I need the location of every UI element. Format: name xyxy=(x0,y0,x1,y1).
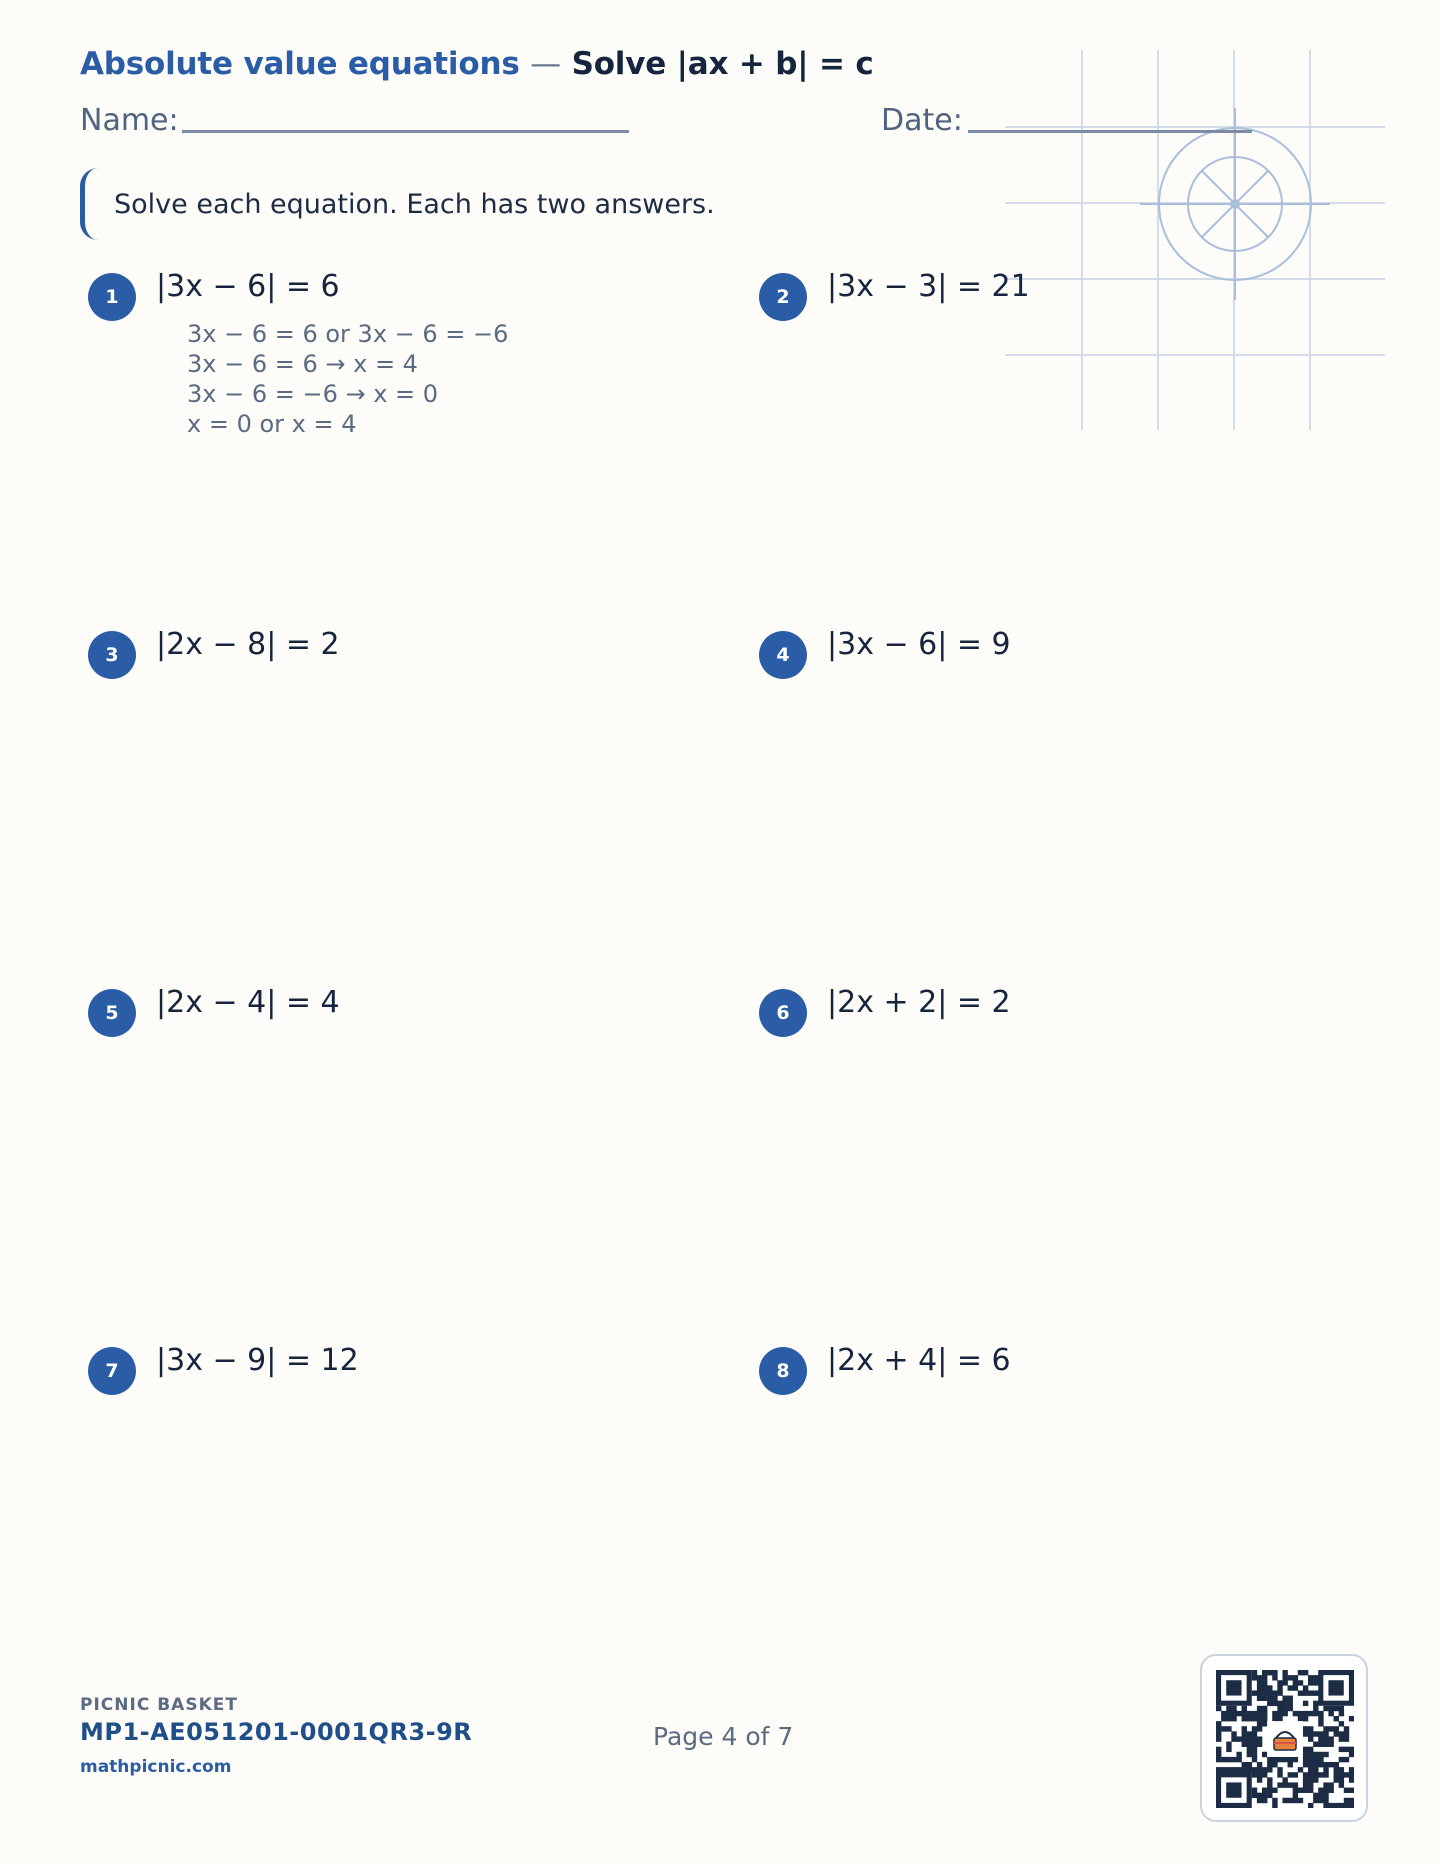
problem-equation: |2x + 4| = 6 xyxy=(827,1343,1011,1378)
instructions-text: Solve each equation. Each has two answers. xyxy=(114,188,715,220)
problem-number-badge: 6 xyxy=(759,989,807,1037)
instructions-box xyxy=(80,168,780,240)
problem-number-badge: 3 xyxy=(88,631,136,679)
problem-number-badge: 2 xyxy=(759,273,807,321)
picnic-basket-icon xyxy=(1267,1721,1303,1757)
problem-equation: |2x + 2| = 2 xyxy=(827,985,1011,1020)
problem-equation: |3x − 3| = 21 xyxy=(827,269,1030,304)
qr-code-icon xyxy=(1216,1670,1354,1808)
title-separator: — xyxy=(530,46,561,82)
work-line: 3x − 6 = −6 → x = 0 xyxy=(187,380,439,408)
title-topic: Absolute value equations xyxy=(80,46,520,82)
name-line[interactable] xyxy=(182,130,629,133)
problem-equation: |2x − 8| = 2 xyxy=(156,627,340,662)
qr-code-frame[interactable] xyxy=(1200,1654,1368,1822)
problem-equation: |3x − 9| = 12 xyxy=(156,1343,359,1378)
page-number: Page 4 of 7 xyxy=(653,1722,794,1751)
worked-solution xyxy=(187,319,508,439)
page-title xyxy=(80,46,874,82)
problem-equation: |2x − 4| = 4 xyxy=(156,985,340,1020)
problem-equation: |3x − 6| = 9 xyxy=(827,627,1011,662)
problem-equation: |3x − 6| = 6 xyxy=(156,269,340,304)
problem-number-badge: 4 xyxy=(759,631,807,679)
date-line[interactable] xyxy=(968,130,1252,133)
footer-brand: PICNIC BASKET xyxy=(80,1695,238,1715)
title-subtitle: Solve |ax + b| = c xyxy=(571,46,874,82)
grid-target-icon xyxy=(1005,50,1390,435)
name-label: Name: xyxy=(80,103,179,138)
problem-number-badge: 5 xyxy=(88,989,136,1037)
work-line: 3x − 6 = 6 or 3x − 6 = −6 xyxy=(187,320,509,348)
work-line: 3x − 6 = 6 → x = 4 xyxy=(187,350,418,378)
problem-number-badge: 8 xyxy=(759,1347,807,1395)
date-label: Date: xyxy=(881,103,963,138)
footer-code: MP1-AE051201-0001QR3-9R xyxy=(80,1718,473,1746)
problem-number-badge: 7 xyxy=(88,1347,136,1395)
footer-site-link[interactable]: mathpicnic.com xyxy=(80,1757,232,1777)
work-line: x = 0 or x = 4 xyxy=(187,410,357,438)
problem-number-badge: 1 xyxy=(88,273,136,321)
